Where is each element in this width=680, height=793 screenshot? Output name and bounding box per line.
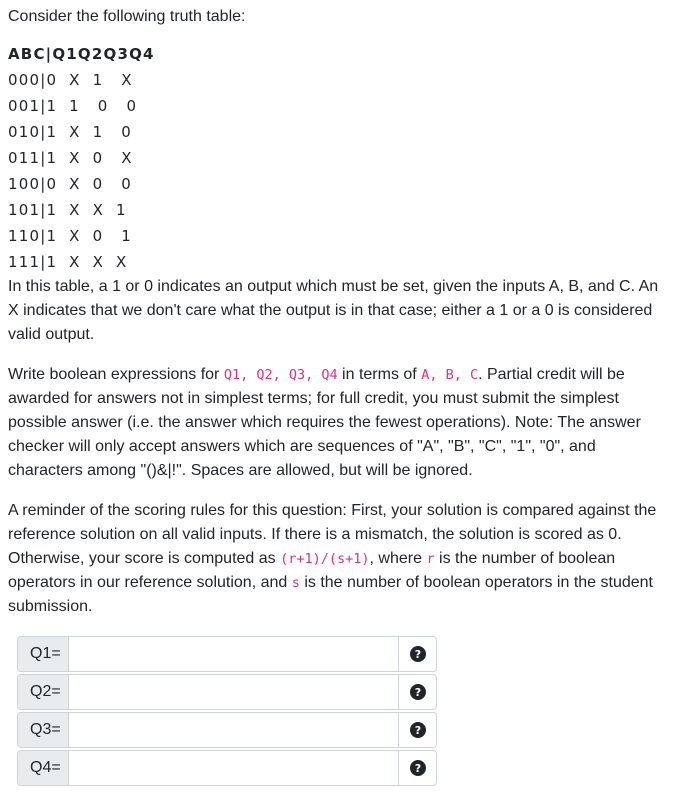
truth-table-row: 111|1 X X X	[8, 253, 128, 271]
score-formula-code: (r+1)/(s+1)	[280, 551, 370, 567]
answer-row-q3	[17, 711, 437, 749]
question-circle-icon[interactable]	[410, 722, 426, 738]
answer-row-q1	[17, 635, 437, 673]
q4-input[interactable]	[69, 750, 399, 786]
q2-input[interactable]	[69, 674, 399, 710]
svg-text:?: ?	[414, 686, 421, 700]
q1-help-button[interactable]	[399, 636, 437, 672]
instructions-paragraph	[8, 363, 672, 483]
truth-table	[8, 41, 672, 275]
inputs-code: A, B, C	[421, 367, 479, 383]
truth-table-row: 010|1 X 1 0	[8, 123, 132, 141]
q3-label: Q3=	[17, 712, 69, 748]
question-circle-icon[interactable]	[410, 646, 426, 662]
truth-table-row: 001|1 1 0 0	[8, 97, 138, 115]
q1-label: Q1=	[17, 636, 69, 672]
instructions-text: . Partial credit will be awarded for answers not in simplest terms; for full credit, you must submit the simplest possible answer (i.e. the answer which requires the fewest operations). Note: The answer checker will only accept answers which are sequences of "A", "B", "C", "1", "0", and characters among "()&|!". Spaces are allowed, but will be ignored.	[8, 366, 641, 479]
truth-table-row: 000|0 X 1 X	[8, 71, 133, 89]
question-circle-icon[interactable]	[410, 684, 426, 700]
q1-input[interactable]	[69, 636, 399, 672]
scoring-text: is the number of boolean operators in our reference solution, and	[8, 550, 616, 591]
q2-help-button[interactable]	[399, 674, 437, 710]
svg-text:?: ?	[414, 724, 421, 738]
q3-input[interactable]	[69, 712, 399, 748]
r-code: r	[426, 551, 435, 567]
explanation-paragraph: In this table, a 1 or 0 indicates an output which must be set, given the inputs A, B, and C. An X indicates that we don't care what the output is in that case; either a 1 or a 0 is considered valid output.	[8, 278, 659, 343]
svg-text:?: ?	[414, 762, 421, 776]
answer-row-q2	[17, 673, 437, 711]
scoring-text: is the number of boolean operators in the student submission.	[8, 574, 653, 615]
scoring-paragraph	[8, 499, 672, 619]
instructions-text: in terms of	[337, 366, 422, 383]
s-code: s	[291, 575, 300, 591]
q4-help-button[interactable]	[399, 750, 437, 786]
truth-table-row: 101|1 X X 1	[8, 201, 127, 219]
scoring-text: A reminder of the scoring rules for this question: First, your solution is compared against the reference solution on all valid inputs. If there is a mismatch, the solution is scored as 0. Otherwise, your score is computed as	[8, 502, 657, 567]
question-circle-icon[interactable]	[410, 760, 426, 776]
q2-label: Q2=	[17, 674, 69, 710]
answer-row-q4	[17, 749, 437, 787]
instructions-text: Write boolean expressions for	[8, 366, 224, 383]
answer-inputs	[17, 635, 437, 787]
q3-help-button[interactable]	[399, 712, 437, 748]
outputs-code: Q1, Q2, Q3, Q4	[223, 367, 338, 383]
scoring-text: , where	[369, 550, 427, 567]
truth-table-row: 100|0 X 0 0	[8, 175, 132, 193]
truth-table-row: 011|1 X 0 X	[8, 149, 133, 167]
intro-text: Consider the following truth table:	[8, 8, 246, 25]
truth-table-row: 110|1 X 0 1	[8, 227, 132, 245]
svg-text:?: ?	[414, 648, 421, 662]
truth-table-header: ABC|Q1Q2Q3Q4	[8, 45, 155, 63]
q4-label: Q4=	[17, 750, 69, 786]
